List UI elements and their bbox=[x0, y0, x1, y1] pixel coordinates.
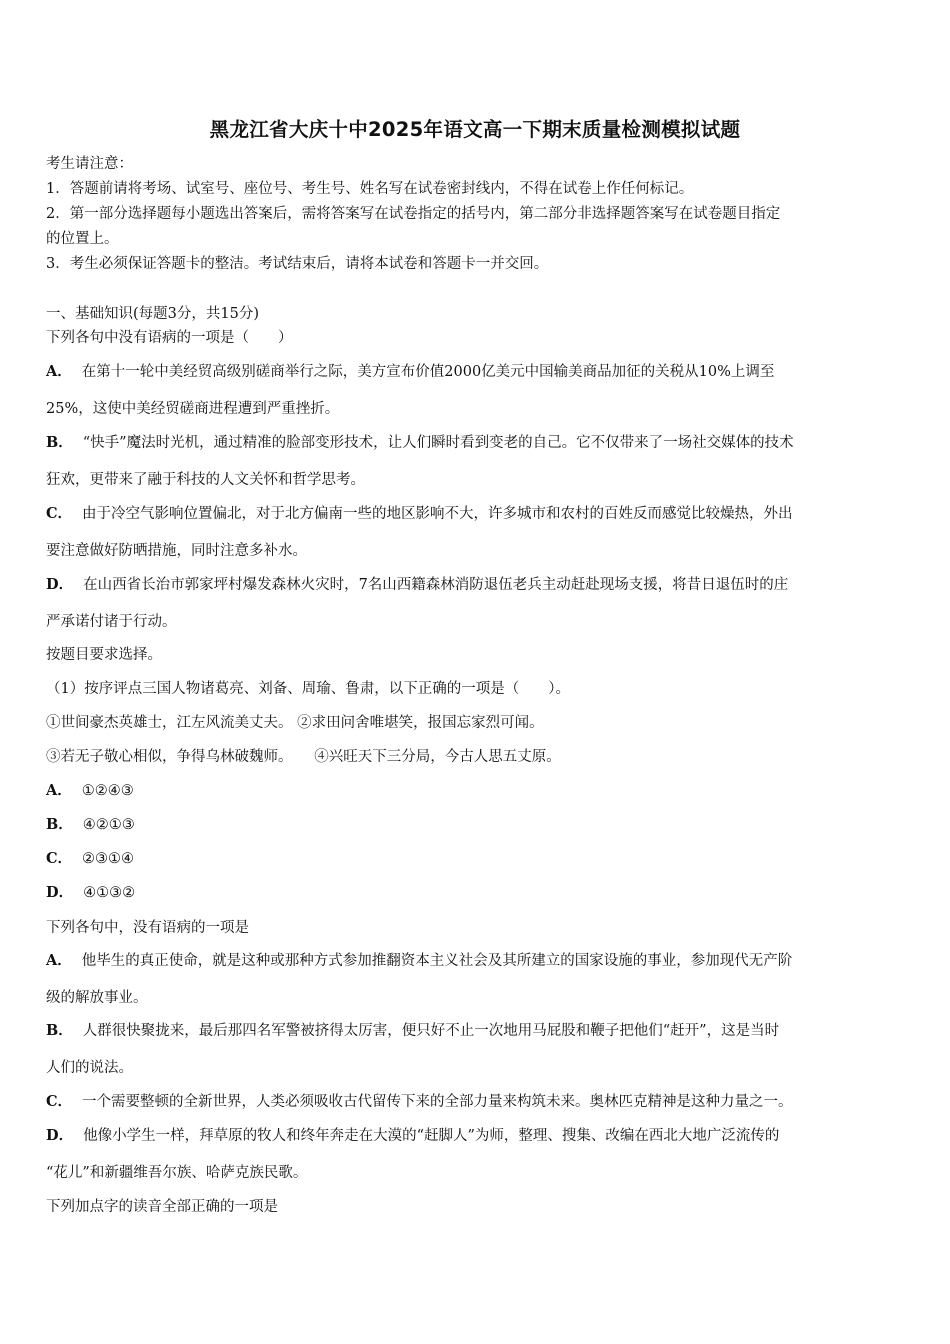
option-line bbox=[46, 949, 792, 970]
question-stem: 下列各句中，没有语病的一项是 bbox=[46, 920, 249, 936]
notice-item: 的位置上。 bbox=[46, 231, 119, 247]
verse-line: ③若无子敬心相似，争得乌林破魏师。 ④兴旺天下三分局，今古人思五丈原。 bbox=[46, 749, 561, 765]
option-text: 在第十一轮中美经贸高级别磋商举行之际，美方宣布价值2000亿美元中国输美商品加征的关税从10%上调至 bbox=[81, 364, 775, 380]
question-stem: 下列各句中没有语病的一项是（ ） bbox=[46, 330, 293, 346]
option-text: 他毕生的真正使命，就是这种或那种方式参加推翻资本主义社会及其所建立的国家设施的事业，参加现代无产阶 bbox=[81, 953, 793, 969]
option-key: C． bbox=[46, 505, 73, 522]
option-line bbox=[46, 847, 134, 868]
notice-heading: 考生请注意： bbox=[46, 156, 133, 172]
option-key: D． bbox=[46, 1127, 74, 1144]
option-line bbox=[46, 1090, 793, 1111]
option-line bbox=[46, 813, 135, 834]
option-text: ④①③② bbox=[83, 885, 136, 901]
option-text: 他像小学生一样，拜草原的牧人和终年奔走在大漠的“赶脚人”为师，整理、搜集、改编在西北大地广泛流传的 bbox=[83, 1128, 780, 1144]
option-continuation: 要注意做好防晒措施，同时注意多补水。 bbox=[46, 543, 307, 559]
option-line bbox=[46, 431, 794, 452]
page-title: 黑龙江省大庆十中2025年语文高一下期末质量检测模拟试题 bbox=[209, 118, 741, 141]
option-line bbox=[46, 502, 793, 523]
option-key: B． bbox=[46, 1022, 73, 1039]
option-line bbox=[46, 1124, 779, 1145]
option-line bbox=[46, 573, 788, 594]
option-line bbox=[46, 779, 134, 800]
option-text: ①②④③ bbox=[81, 783, 134, 799]
option-continuation: 25%，这使中美经贸磋商进程遭到严重挫折。 bbox=[46, 401, 340, 417]
option-key: B． bbox=[46, 816, 73, 833]
option-line bbox=[46, 360, 774, 381]
option-key: A． bbox=[46, 782, 72, 799]
option-continuation: “花儿”和新疆维吾尔族、哈萨克族民歌。 bbox=[46, 1165, 308, 1181]
option-text: 由于冷空气影响位置偏北，对于北方偏南一些的地区影响不大，许多城市和农村的百姓反而感觉比较燥热，外出 bbox=[82, 506, 793, 522]
option-key: C． bbox=[46, 1093, 73, 1110]
option-line bbox=[46, 1019, 779, 1040]
option-continuation: 狂欢，更带来了融于科技的人文关怀和哲学思考。 bbox=[46, 472, 365, 488]
option-text: ④②①③ bbox=[82, 817, 135, 833]
question-stem: 下列加点字的读音全部正确的一项是 bbox=[46, 1199, 278, 1215]
question-intro: 按题目要求选择。 bbox=[46, 647, 162, 663]
option-text: “快手”魔法时光机，通过精准的脸部变形技术，让人们瞬时看到变老的自己。它不仅带来了一场社交媒体的技术 bbox=[82, 435, 794, 451]
option-text: 人群很快聚拢来，最后那四名军警被挤得太厉害，便只好不止一次地用马屁股和鞭子把他们“赶开”，这是当时 bbox=[82, 1023, 780, 1039]
option-continuation: 严承诺付诸于行动。 bbox=[46, 614, 177, 630]
question-stem: （1）按序评点三国人物诸葛亮、刘备、周瑜、鲁肃，以下正确的一项是（ ）。 bbox=[46, 681, 570, 697]
option-text: 一个需要整顿的全新世界，人类必须吸收古代留传下来的全部力量来构筑未来。奥林匹克精神是这种力量之一。 bbox=[82, 1094, 793, 1110]
notice-item: 1．答题前请将考场、试室号、座位号、考生号、姓名写在试卷密封线内，不得在试卷上作任何标记。 bbox=[46, 181, 694, 197]
option-text: ②③①④ bbox=[82, 851, 135, 867]
section-heading: 一、基础知识(每题3分，共15分) bbox=[46, 306, 259, 322]
option-key: B． bbox=[46, 434, 73, 451]
option-key: C． bbox=[46, 850, 73, 867]
option-line bbox=[46, 881, 135, 902]
notice-item: 3．考生必须保证答题卡的整洁。考试结束后，请将本试卷和答题卡一并交回。 bbox=[46, 256, 549, 272]
notice-item: 2．第一部分选择题每小题选出答案后，需将答案写在试卷指定的括号内，第二部分非选择题答案写在试卷题目指定 bbox=[46, 206, 781, 222]
option-continuation: 级的解放事业。 bbox=[46, 990, 148, 1006]
option-key: A． bbox=[46, 952, 72, 969]
option-key: D． bbox=[46, 884, 74, 901]
option-key: D． bbox=[46, 576, 74, 593]
verse-line: ①世间豪杰英雄士，江左风流美丈夫。 ②求田问舍唯堪笑，报国忘家烈可闻。 bbox=[46, 715, 544, 731]
option-continuation: 人们的说法。 bbox=[46, 1060, 133, 1076]
option-key: A． bbox=[46, 363, 72, 380]
option-text: 在山西省长治市郭家坪村爆发森林火灾时，7名山西籍森林消防退伍老兵主动赶赴现场支援，将昔日退伍时的庄 bbox=[83, 577, 789, 593]
